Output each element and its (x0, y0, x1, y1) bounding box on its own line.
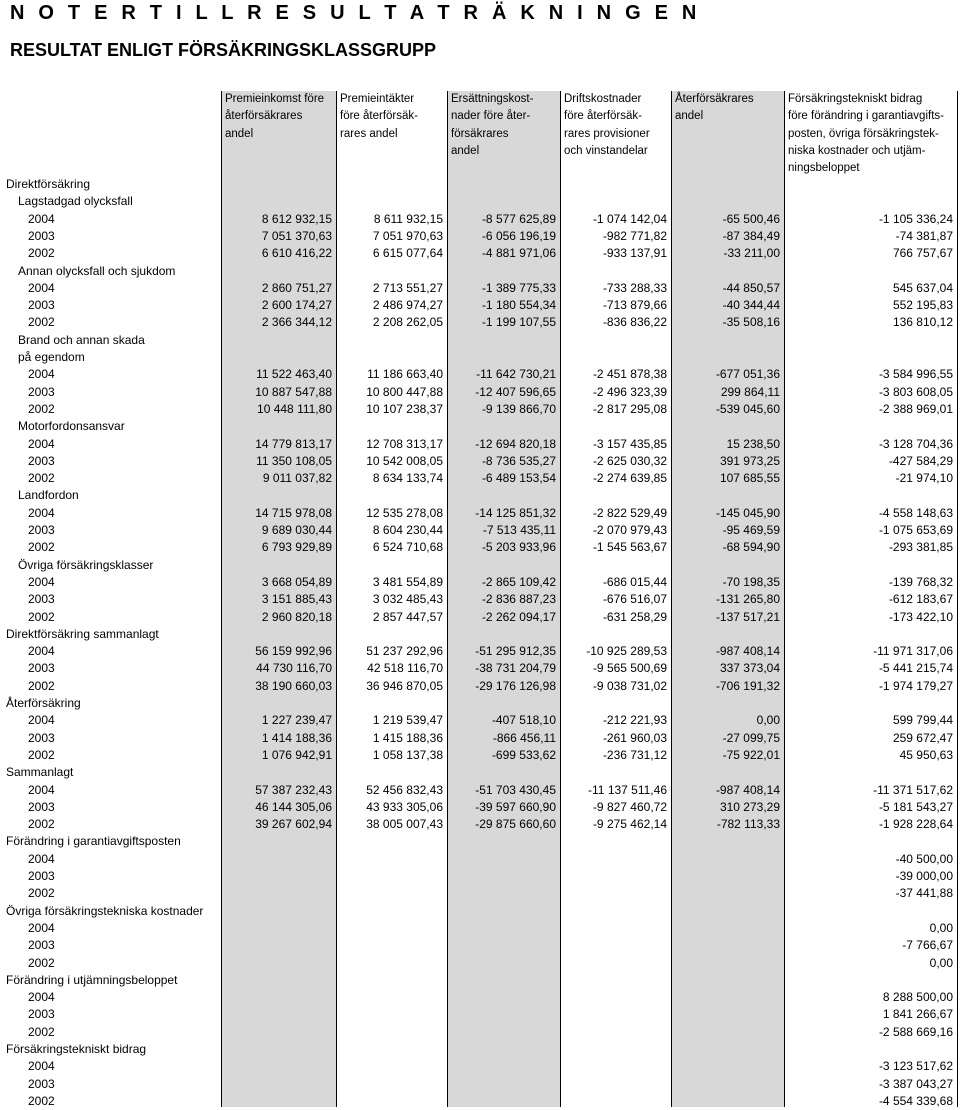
table-cell: 9 011 037,82 (262, 471, 332, 486)
table-row (0, 366, 960, 383)
table-cell: -1 389 775,33 (481, 280, 556, 295)
row-year-label: 2004 (28, 1059, 55, 1074)
table-cell: 1 076 942,91 (261, 747, 332, 762)
table-cell: 8 612 932,15 (261, 211, 332, 226)
row-year-label: 2002 (28, 401, 55, 416)
row-year-label: 2003 (28, 523, 55, 537)
table-cell: -21 974,10 (895, 471, 953, 486)
table-cell: -75 922,01 (722, 747, 780, 762)
row-year-label: 2004 (28, 436, 55, 451)
section-heading-row (0, 176, 960, 193)
table-row (0, 782, 960, 799)
row-year-label: 2002 (28, 886, 55, 901)
table-cell: -173 422,10 (888, 609, 953, 624)
row-year-label: 2003 (28, 384, 55, 399)
table-row (0, 989, 960, 1006)
table-cell: -733 288,33 (602, 280, 667, 295)
section-heading-row (0, 418, 960, 435)
table-row (0, 1006, 960, 1023)
table-cell: -1 199 107,55 (481, 315, 556, 330)
row-section-label: på egendom (18, 350, 85, 364)
table-cell: -87 384,49 (722, 228, 780, 243)
row-year-label: 2004 (28, 574, 55, 589)
table-cell: -3 803 608,05 (878, 384, 953, 399)
table-cell: -2 836 887,23 (481, 592, 556, 607)
table-cell: -612 183,67 (888, 592, 953, 607)
table-cell: -8 736 535,27 (481, 453, 556, 468)
table-cell: -12 407 596,65 (475, 384, 556, 399)
table-cell: -5 203 933,96 (481, 540, 556, 555)
table-cell: -5 441 215,74 (878, 661, 953, 676)
row-section-label: Försäkringstekniskt bidrag (6, 1042, 147, 1056)
table-cell: -2 274 639,85 (592, 471, 667, 486)
section-heading-row (0, 193, 960, 210)
row-year-label: 2002 (28, 1024, 55, 1039)
table-row (0, 678, 960, 695)
table-row (0, 868, 960, 885)
table-cell: 43 933 305,06 (366, 799, 443, 814)
table-cell: 337 373,04 (719, 661, 780, 676)
table-row (0, 384, 960, 401)
table-cell: 1 415 188,36 (372, 730, 443, 745)
table-cell: 10 800 447,88 (366, 384, 443, 399)
row-year-label: 2004 (28, 851, 55, 866)
table-cell: -2 496 323,39 (592, 384, 667, 399)
table-cell: -3 157 435,85 (592, 436, 667, 451)
table-cell: -33 211,00 (723, 246, 780, 261)
table-cell: -9 275 462,14 (592, 817, 667, 832)
table-row (0, 1093, 960, 1110)
row-year-label: 2004 (28, 990, 55, 1005)
table-cell: 0,00 (929, 920, 953, 935)
table-cell: -9 139 866,70 (481, 401, 556, 416)
row-year-label: 2003 (28, 453, 55, 468)
table-row (0, 1058, 960, 1075)
table-cell: 2 857 447,57 (372, 609, 443, 624)
table-cell: -1 180 554,34 (481, 298, 556, 313)
section-heading-row (0, 972, 960, 989)
table-row (0, 505, 960, 522)
row-section-label: Förändring i garantiavgiftsposten (6, 834, 181, 849)
table-cell: 39 267 602,94 (255, 817, 332, 832)
table-cell: 7 051 370,63 (261, 228, 332, 243)
table-cell: 6 524 710,68 (372, 540, 443, 555)
table-cell: 1 219 539,47 (372, 713, 443, 728)
section-heading-row (0, 487, 960, 504)
table-cell: 11 350 108,05 (256, 453, 332, 468)
table-cell: -3 387 043,27 (878, 1076, 953, 1091)
table-cell: -2 588 669,16 (878, 1024, 953, 1039)
table-row (0, 522, 960, 539)
table-cell: -11 971 317,06 (873, 644, 953, 659)
table-row (0, 955, 960, 972)
table-cell: 1 058 137,38 (372, 747, 443, 762)
table-cell: -74 381,87 (895, 228, 953, 243)
table-cell: -261 960,03 (602, 730, 667, 745)
table-cell: -677 051,36 (715, 367, 780, 382)
table-row (0, 660, 960, 677)
section-heading-row (0, 833, 960, 850)
row-year-label: 2002 (28, 609, 55, 624)
table-cell: 45 950,63 (899, 747, 953, 762)
table-cell: 11 522 463,40 (256, 367, 332, 382)
table-cell: -6 489 153,54 (481, 471, 556, 486)
table-cell: -9 827 460,72 (592, 799, 667, 814)
table-cell: -68 594,90 (722, 540, 780, 555)
row-section-label: Landfordon (18, 488, 79, 503)
column-header-driftskostnader: Driftskostnader före återförsäk- rares provisioner och vinstandelar (564, 93, 650, 157)
table-cell: -686 015,44 (602, 574, 667, 589)
table-cell: -131 265,80 (715, 592, 780, 607)
row-section-label: Motorfordonsansvar (18, 419, 125, 434)
table-cell: 2 486 974,27 (372, 298, 443, 313)
table-row (0, 937, 960, 954)
row-year-label: 2003 (28, 799, 55, 814)
table-cell: 10 448 111,80 (257, 401, 332, 416)
table-cell: 2 860 751,27 (261, 280, 332, 295)
table-cell: -39 000,00 (895, 869, 953, 883)
section-heading-row (0, 557, 960, 574)
row-section-label: Förändring i utjämningsbeloppet (6, 972, 178, 987)
table-row (0, 920, 960, 937)
table-cell: -3 123 517,62 (878, 1059, 953, 1074)
table-cell: -8 577 625,89 (481, 211, 556, 226)
table-row (0, 228, 960, 245)
table-cell: 36 946 870,05 (366, 678, 443, 693)
table-cell: -40 344,44 (722, 298, 780, 313)
table-cell: 56 159 992,96 (255, 644, 332, 659)
row-year-label: 2003 (28, 730, 55, 745)
table-row (0, 730, 960, 747)
row-section-label: Återförsäkring (6, 696, 81, 710)
table-cell: 6 793 929,89 (261, 540, 332, 555)
row-section-label: Sammanlagt (6, 765, 74, 780)
table-cell: 552 195,83 (892, 298, 953, 313)
table-row (0, 1076, 960, 1093)
table-row (0, 574, 960, 591)
row-year-label: 2003 (28, 1076, 55, 1091)
section-heading-row (0, 263, 960, 280)
table-cell: 38 190 660,03 (255, 678, 332, 693)
table-cell: 3 481 554,89 (372, 574, 443, 589)
table-cell: -933 137,91 (602, 246, 667, 261)
table-cell: -2 451 878,38 (592, 367, 667, 382)
row-year-label: 2004 (28, 505, 55, 520)
table-cell: -676 516,07 (602, 592, 667, 607)
section-heading-row (0, 764, 960, 781)
column-header-ersattningskostnader: Ersättningskost- nader före åter- försäkrares andel (451, 93, 534, 157)
table-cell: -11 371 517,62 (873, 782, 953, 797)
table-cell: 12 535 278,08 (366, 505, 443, 520)
table-cell: -51 703 430,45 (475, 782, 556, 797)
table-cell: 310 273,29 (719, 799, 780, 814)
table-row (0, 401, 960, 418)
row-year-label: 2003 (28, 1007, 55, 1022)
table-cell: 545 637,04 (892, 280, 953, 295)
table-cell: 3 668 054,89 (261, 574, 332, 589)
table-row (0, 591, 960, 608)
table-cell: -44 850,57 (722, 280, 780, 295)
table-cell: 391 973,25 (719, 453, 780, 468)
table-cell: -9 038 731,02 (592, 678, 667, 693)
row-year-label: 2004 (28, 367, 55, 382)
table-cell: -836 836,22 (602, 315, 667, 330)
table-title: RESULTAT ENLIGT FÖRSÄKRINGSKLASSGRUPP (10, 40, 437, 60)
section-heading-row (0, 903, 960, 920)
table-cell: 57 387 232,43 (255, 782, 332, 797)
table-cell: 38 005 007,43 (366, 817, 443, 832)
table-row (0, 1024, 960, 1041)
table-cell: 8 288 500,00 (882, 990, 953, 1005)
table-cell: -9 565 500,69 (592, 661, 667, 676)
row-year-label: 2002 (28, 246, 55, 261)
table-cell: 52 456 832,43 (366, 782, 443, 797)
table-row (0, 609, 960, 626)
row-year-label: 2003 (28, 869, 55, 883)
row-section-label: Lagstadgad olycksfall (18, 194, 133, 209)
table-row (0, 297, 960, 314)
table-cell: -539 045,60 (715, 401, 780, 416)
section-heading-row (0, 626, 960, 643)
row-year-label: 2002 (28, 817, 55, 832)
table-cell: -2 262 094,17 (481, 609, 556, 624)
row-section-label: Direktförsäkring (6, 177, 91, 191)
table-cell: 0,00 (929, 955, 953, 970)
table-row (0, 885, 960, 902)
table-cell: -29 875 660,60 (475, 817, 556, 832)
table-cell: -427 584,29 (888, 453, 953, 468)
table-cell: 3 032 485,43 (372, 592, 443, 607)
table-cell: -6 056 196,19 (481, 228, 556, 243)
table-row (0, 816, 960, 833)
table-cell: 51 237 292,96 (366, 644, 443, 659)
table-cell: 10 107 238,37 (366, 401, 443, 416)
row-year-label: 2002 (28, 315, 55, 330)
table-cell: 15 238,50 (726, 436, 780, 451)
table-cell: -10 925 289,53 (586, 644, 667, 659)
row-year-label: 2004 (28, 644, 55, 659)
row-year-label: 2002 (28, 1093, 55, 1108)
table-cell: 299 864,11 (720, 384, 780, 399)
table-cell: -2 822 529,49 (592, 505, 667, 520)
table-row (0, 453, 960, 470)
section-heading-row (0, 349, 960, 366)
table-cell: -1 545 563,67 (592, 540, 667, 555)
table-cell: -95 469,59 (722, 523, 780, 537)
row-year-label: 2003 (28, 661, 55, 676)
table-cell: 8 604 230,44 (372, 523, 443, 537)
table-cell: -139 768,32 (888, 574, 953, 589)
table-cell: 1 227 239,47 (261, 713, 332, 728)
table-cell: 14 779 813,17 (255, 436, 332, 451)
column-header-premieintakter: Premieintäkter före återförsäk- rares andel (340, 93, 418, 140)
row-year-label: 2002 (28, 955, 55, 970)
row-year-label: 2003 (28, 228, 55, 243)
table-cell: 1 841 266,67 (882, 1007, 953, 1022)
table-row (0, 851, 960, 868)
table-cell: -713 879,66 (602, 298, 667, 313)
column-header-premieinkomst: Premieinkomst före återförsäkrares andel (225, 93, 325, 140)
table-cell: 8 634 133,74 (372, 471, 443, 486)
table-cell: -1 974 179,27 (878, 678, 953, 693)
table-cell: -3 584 996,55 (878, 367, 953, 382)
table-cell: 10 542 008,05 (366, 453, 443, 468)
table-cell: -2 865 109,42 (481, 574, 556, 589)
table-row (0, 539, 960, 556)
table-cell: -38 731 204,79 (475, 661, 556, 676)
row-year-label: 2003 (28, 592, 55, 607)
table-cell: 1 414 188,36 (261, 730, 332, 745)
table-cell: -4 558 148,63 (878, 505, 953, 520)
table-cell: -1 105 336,24 (878, 211, 953, 226)
row-year-label: 2002 (28, 471, 55, 486)
table-cell: -51 295 912,35 (475, 644, 556, 659)
table-cell: 11 186 663,40 (367, 367, 443, 382)
table-row (0, 211, 960, 228)
table-cell: -29 176 126,98 (475, 678, 556, 693)
table-cell: -699 533,62 (491, 747, 556, 762)
table-cell: -2 070 979,43 (592, 523, 667, 537)
table-row (0, 436, 960, 453)
row-year-label: 2004 (28, 211, 55, 226)
section-heading-row (0, 332, 960, 349)
table-cell: 14 715 978,08 (255, 505, 332, 520)
table-cell: -407 518,10 (491, 713, 556, 728)
table-cell: 107 685,55 (719, 471, 780, 486)
table-cell: -1 075 653,69 (878, 523, 953, 537)
table-row (0, 470, 960, 487)
table-cell: 42 518 116,70 (367, 661, 443, 676)
table-cell: -631 258,29 (602, 609, 667, 624)
table-row (0, 747, 960, 764)
table-row (0, 712, 960, 729)
row-year-label: 2002 (28, 678, 55, 693)
table-cell: 6 615 077,64 (372, 246, 443, 261)
row-section-label: Annan olycksfall och sjukdom (18, 263, 176, 278)
row-year-label: 2004 (28, 713, 55, 728)
table-cell: -145 045,90 (715, 505, 780, 520)
table-cell: 7 051 970,63 (372, 228, 443, 243)
table-cell: -11 642 730,21 (476, 367, 556, 382)
table-cell: 599 799,44 (892, 713, 953, 728)
section-heading-row (0, 1041, 960, 1058)
table-cell: -987 408,14 (715, 782, 780, 797)
row-year-label: 2002 (28, 540, 55, 555)
table-cell: 8 611 932,15 (373, 211, 443, 226)
table-cell: -4 881 971,06 (481, 246, 556, 261)
table-cell: 766 757,67 (892, 246, 953, 261)
row-year-label: 2004 (28, 782, 55, 797)
table-cell: 2 713 551,27 (372, 280, 443, 295)
section-heading-row (0, 695, 960, 712)
table-cell: -40 500,00 (895, 851, 953, 866)
table-cell: -35 508,16 (722, 315, 780, 330)
table-cell: 259 672,47 (892, 730, 953, 745)
table-cell: 2 208 262,05 (372, 315, 443, 330)
table-cell: 136 810,12 (892, 315, 953, 330)
table-cell: -12 694 820,18 (475, 436, 556, 451)
table-cell: -137 517,21 (715, 609, 780, 624)
table-cell: -5 181 543,27 (878, 799, 953, 814)
table-cell: -293 381,85 (888, 540, 953, 555)
table-cell: -987 408,14 (715, 644, 780, 659)
table-cell: -212 221,93 (602, 713, 667, 728)
table-cell: -706 191,32 (715, 678, 780, 693)
table-cell: -2 817 295,08 (592, 401, 667, 416)
table-cell: -37 441,88 (895, 886, 953, 901)
row-section-label: Brand och annan skada (18, 332, 145, 347)
row-year-label: 2002 (28, 747, 55, 762)
row-section-label: Direktförsäkring sammanlagt (6, 626, 159, 641)
table-cell: -7 513 435,11 (482, 523, 556, 537)
table-cell: -70 198,35 (722, 574, 780, 589)
table-cell: 6 610 416,22 (261, 246, 332, 261)
table-cell: -27 099,75 (722, 730, 780, 745)
table-cell: -1 928 228,64 (878, 817, 953, 832)
table-cell: -782 113,33 (716, 817, 780, 832)
table-cell: -982 771,82 (602, 228, 667, 243)
table-cell: 2 366 344,12 (261, 315, 332, 330)
table-cell: 2 600 174,27 (261, 298, 332, 313)
table-cell: 2 960 820,18 (261, 609, 332, 624)
column-header-aterforsakrares-andel: Återförsäkrares andel (675, 93, 754, 123)
table-cell: -39 597 660,90 (475, 799, 556, 814)
row-year-label: 2004 (28, 280, 55, 295)
table-cell: -65 500,46 (722, 211, 780, 226)
table-row (0, 245, 960, 262)
table-row (0, 314, 960, 331)
page-title: N O T E R T I L L R E S U L T A T R Ä K N I N G E N (10, 2, 701, 24)
column-header-forsakringstekniskt-bidrag: Försäkringstekniskt bidrag före förändring i garantiavgifts- posten, övriga försäkringstek- niska kostnader och utjäm- ningsbeloppet (788, 93, 944, 175)
table-row (0, 643, 960, 660)
table-cell: -14 125 851,32 (475, 505, 556, 520)
table-cell: 12 708 313,17 (366, 436, 443, 451)
table-cell: 9 689 030,44 (261, 523, 332, 537)
table-row (0, 799, 960, 816)
table-cell: -4 554 339,68 (878, 1093, 953, 1108)
table-row (0, 280, 960, 297)
table-cell: 46 144 305,06 (255, 799, 332, 814)
row-year-label: 2003 (28, 298, 55, 313)
row-year-label: 2003 (28, 938, 55, 953)
table-cell: -236 731,12 (602, 747, 667, 762)
table-cell: -3 128 704,36 (878, 436, 953, 451)
table-cell: -2 625 030,32 (592, 453, 667, 468)
table-cell: -866 456,11 (492, 730, 556, 745)
table-cell: -2 388 969,01 (878, 401, 953, 416)
row-section-label: Övriga försäkringstekniska kostnader (6, 903, 204, 918)
table-cell: -1 074 142,04 (592, 211, 667, 226)
table-cell: -11 137 511,46 (588, 782, 667, 797)
table-cell: 10 887 547,88 (255, 384, 332, 399)
table-cell: 44 730 116,70 (256, 661, 332, 676)
table-cell: -7 766,67 (902, 938, 953, 953)
table-cell: 0,00 (756, 713, 780, 728)
table-cell: 3 151 885,43 (261, 592, 332, 607)
row-year-label: 2004 (28, 920, 55, 935)
row-section-label: Övriga försäkringsklasser (18, 557, 154, 572)
